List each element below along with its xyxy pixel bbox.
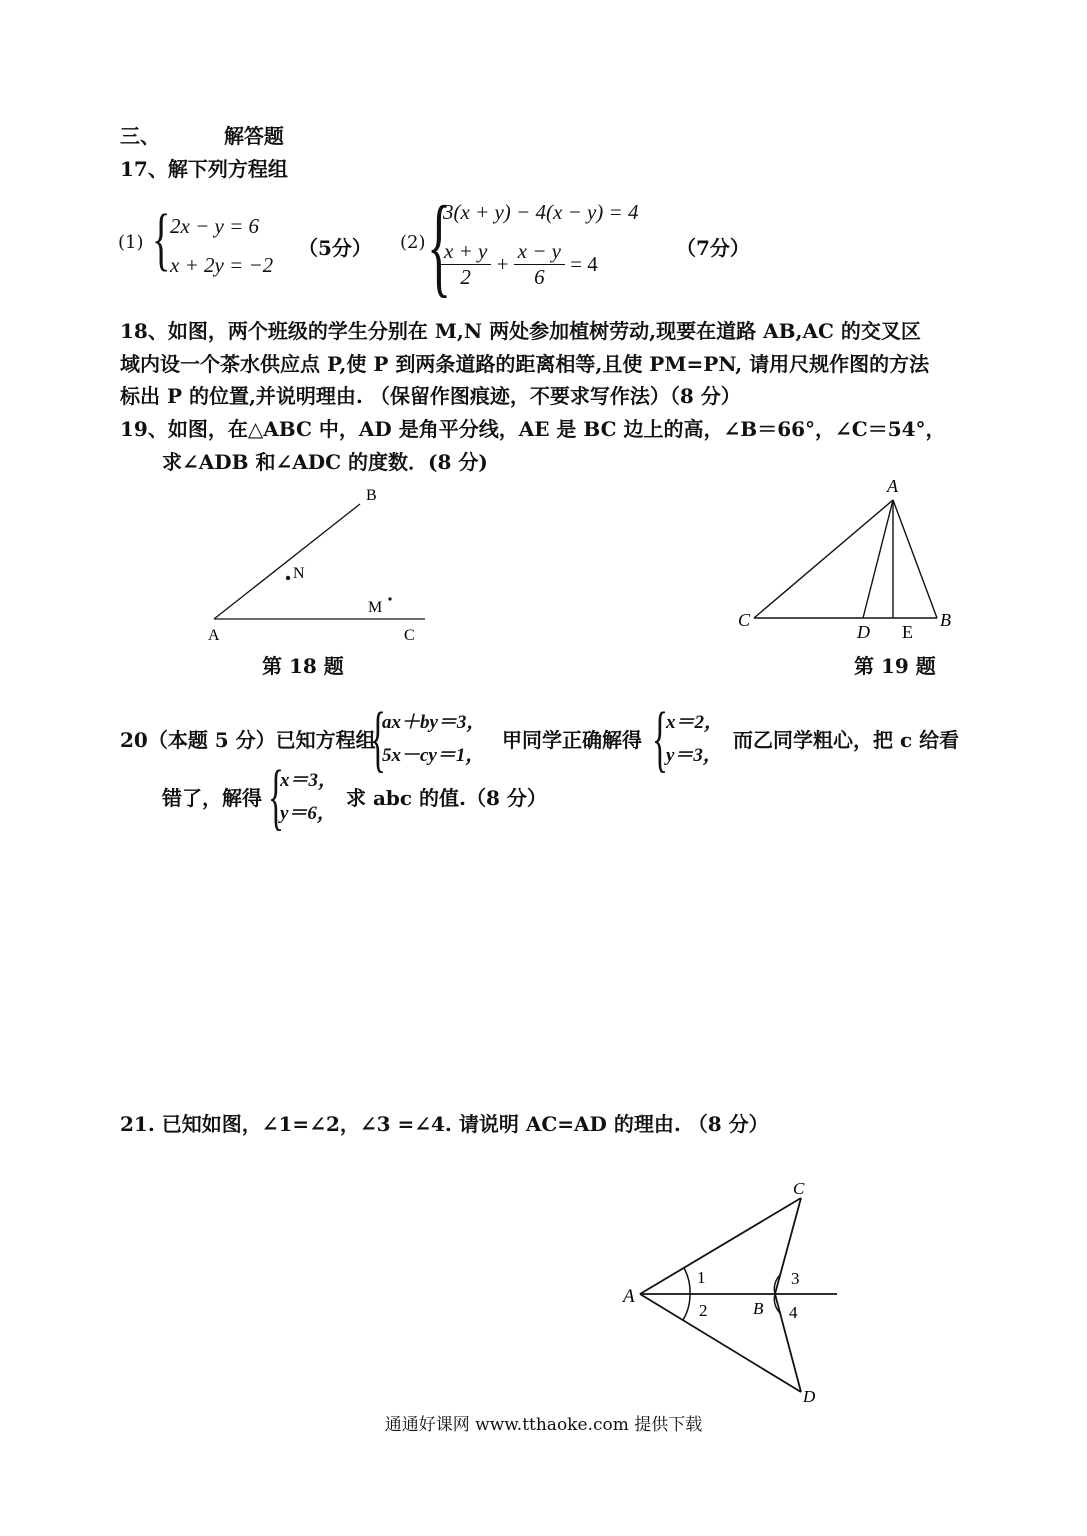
footer: 通通好课网 www.tthaoke.com 提供下载 — [384, 1415, 703, 1435]
q17-part1-label: (1) — [118, 232, 144, 253]
fig18-road-ab — [214, 504, 360, 619]
fig18-point-m — [388, 597, 391, 600]
fig19-bisector-ad — [863, 500, 893, 618]
fig21-label-3: 3 — [791, 1269, 800, 1288]
fig21-arc-2 — [683, 1294, 690, 1320]
q18-caption: 第 18 题 — [262, 654, 344, 678]
q20-sys1a: ax＋by＝3， — [382, 712, 486, 733]
figure-18 — [190, 478, 450, 648]
q20-brace-3: { — [268, 756, 284, 838]
q20-brace-2: { — [652, 698, 668, 780]
figure-21 — [605, 1170, 850, 1405]
q18-line2: 域内设一个茶水供应点 P,使 P 到两条道路的距离相等,且使 PM=PN, 请用尺规作图的方法 — [120, 352, 930, 376]
fig18-label-a: A — [208, 627, 220, 644]
q19-caption: 第 19 题 — [854, 654, 936, 678]
q17-eq1a: 2x − y = 6 — [170, 214, 259, 238]
q20-sys1b: 5x－cy＝1， — [382, 745, 485, 766]
q17-eq2a: 3(x + y) − 4(x − y) = 4 — [443, 200, 639, 224]
q17-eq1b: x + 2y = −2 — [170, 253, 274, 277]
fig19-label-b: B — [940, 610, 951, 630]
q17-fraction-2 — [514, 239, 565, 290]
q17-eq2b: $\frac{x + y}{2}$ + $\frac{x - y}{6}$ = 4 — [440, 239, 598, 290]
fig21-label-b: B — [753, 1299, 764, 1318]
q20-sol2a: x＝3， — [280, 770, 338, 791]
q19-line1: 19、如图，在△ABC 中，AD 是角平分线，AE 是 BC 边上的高，∠B＝66°，∠C＝54°， — [120, 417, 946, 441]
fig21-label-1: 1 — [697, 1268, 706, 1287]
q17-frac2-num: x − y — [514, 239, 565, 265]
q20-sol2b: y＝6， — [280, 803, 336, 824]
q17-score1: （5分） — [298, 236, 372, 260]
fig19-label-c: C — [738, 610, 751, 630]
q17-frac1-den: 2 — [460, 265, 471, 289]
fig18-label-b: B — [366, 487, 377, 504]
fig19-label-e: E — [902, 622, 913, 642]
q17-brace-1: { — [152, 201, 171, 278]
fig21-arc-1 — [684, 1268, 690, 1294]
q18-line3: 标出 P 的位置,并说明理由. （保留作图痕迹，不要求写作法）（8 分） — [120, 384, 741, 408]
figure-19 — [730, 470, 970, 645]
fig21-label-2: 2 — [699, 1301, 708, 1320]
q17-eq2b-rhs: = 4 — [570, 252, 598, 276]
fig21-label-a: A — [623, 1286, 635, 1307]
section-title — [120, 120, 284, 152]
fig19-side-ca — [754, 500, 893, 618]
q20-line2-prefix: 错了，解得 — [162, 786, 262, 810]
fig21-label-4: 4 — [789, 1303, 798, 1322]
q20-line2-tail: 求 abc 的值.（8 分） — [346, 786, 547, 810]
q20-prefix: 20（本题 5 分）已知方程组 — [120, 728, 376, 752]
q20-tail: 而乙同学粗心，把 c 给看 — [733, 728, 960, 752]
q19-line2: 求∠ADB 和∠ADC 的度数．(8 分) — [162, 450, 488, 474]
section-label: 解答题 — [223, 124, 284, 148]
q18-line1: 18、如图，两个班级的学生分别在 M,N 两处参加植树劳动,现要在道路 AB,AC 的交叉区 — [120, 319, 921, 343]
q17-brace-2: { — [427, 184, 452, 308]
q20-sol1b: y＝3， — [666, 745, 722, 766]
q20-brace-1: { — [370, 698, 386, 780]
q20-sol1a: x＝2， — [666, 712, 724, 733]
fig21-label-c: C — [793, 1179, 805, 1198]
q17-frac2-den: 6 — [534, 265, 545, 289]
fig18-point-n — [286, 576, 290, 580]
q17-stem: 17、解下列方程组 — [120, 157, 288, 181]
q17-score2: （7分） — [676, 236, 750, 260]
fig19-label-d: D — [857, 622, 870, 642]
q17-part2-label: (2) — [400, 232, 426, 253]
fig19-label-a: A — [887, 476, 898, 496]
fig18-label-n: N — [293, 565, 305, 582]
fig18-label-c: C — [404, 627, 415, 644]
fig21-label-d: D — [803, 1387, 816, 1405]
section-number: 三、 — [120, 124, 160, 148]
fig19-side-ab — [893, 500, 937, 618]
q20-mid: 甲同学正确解得 — [502, 728, 642, 752]
q17-fraction-1 — [440, 239, 491, 290]
fig18-label-m: M — [368, 599, 383, 616]
q17-frac1-num: x + y — [440, 239, 491, 265]
q21-stem: 21. 已知如图，∠1=∠2，∠3 =∠4. 请说明 AC=AD 的理由. （8 分） — [120, 1112, 769, 1136]
